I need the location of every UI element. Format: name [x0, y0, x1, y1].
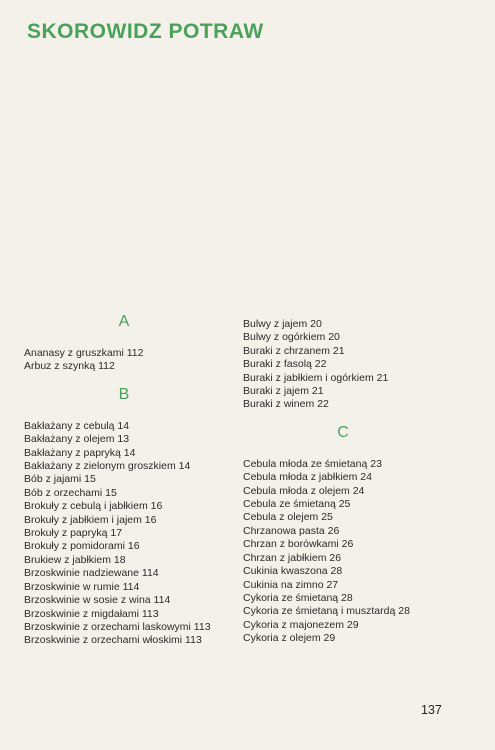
index-entry: Brzoskwinie z migdałami 113: [24, 607, 159, 620]
index-entry: Brzoskwinie nadziewane 114: [24, 567, 159, 580]
index-entry: Buraki z chrzanem 21: [243, 344, 345, 357]
section-b-list: [24, 420, 239, 648]
index-entry: Brzoskwinie z orzechami laskowymi 113: [24, 620, 211, 633]
index-entry: Bób z orzechami 15: [24, 486, 117, 499]
index-entry: Brokuły z cebulą i jabłkiem 16: [24, 500, 163, 513]
index-entry: Buraki z jajem 21: [243, 385, 324, 398]
index-entry: Cebula młoda z jabłkiem 24: [243, 471, 372, 484]
index-entry: Cykoria ze śmietaną i musztardą 28: [243, 605, 410, 618]
index-entry: Cukinia na zimno 27: [243, 578, 339, 591]
index-column-right: [243, 318, 458, 646]
index-column-left: [24, 313, 239, 648]
index-entry: Cebula z olejem 25: [243, 511, 333, 524]
index-entry: Buraki z jabłkiem i ogórkiem 21: [243, 371, 389, 384]
index-entry: Brzoskwinie z orzechami włoskimi 113: [24, 634, 202, 647]
index-entry: Bób z jajami 15: [24, 473, 96, 486]
index-entry: Chrzan z borówkami 26: [243, 538, 354, 551]
index-entry: Cukinia kwaszona 28: [243, 565, 343, 578]
index-entry: Brokuły z pomidorami 16: [24, 540, 140, 553]
index-entry: Cykoria ze śmietaną 28: [243, 591, 353, 604]
index-entry: Bakłażany z cebulą 14: [24, 419, 130, 432]
page-title: SKOROWIDZ POTRAW: [27, 20, 264, 43]
section-c-list: [243, 458, 458, 646]
index-entry: Buraki z winem 22: [243, 398, 329, 411]
index-entry: Cykoria z majonezem 29: [243, 618, 359, 631]
index-entry: Cebula młoda z olejem 24: [243, 484, 365, 497]
index-entry: Cebula ze śmietaną 25: [243, 498, 351, 511]
index-entry: Ananasy z gruszkami 112: [24, 347, 144, 359]
index-entry: Brokuły z jabłkiem i jajem 16: [24, 513, 157, 526]
section-b-continued-list: [243, 318, 458, 412]
index-entry: Bakłażany z zielonym groszkiem 14: [24, 460, 191, 473]
index-entry: Brukiew z jabłkiem 18: [24, 553, 126, 566]
index-entry: Cykoria z olejem 29: [243, 632, 336, 645]
index-entry: Bakłażany z olejem 13: [24, 433, 130, 446]
index-entry: Brokuły z papryką 17: [24, 527, 123, 540]
index-entry: Bulwy z ogórkiem 20: [243, 331, 340, 344]
index-entry: Bakłażany z papryką 14: [24, 446, 136, 459]
index-entry: Chrzan z jabłkiem 26: [243, 551, 342, 564]
index-entry: Arbuz z szynką 112: [24, 360, 115, 373]
index-entry: Bulwy z jajem 20: [243, 318, 322, 330]
page-number: 137: [421, 703, 442, 717]
index-entry: Buraki z fasolą 22: [243, 358, 327, 371]
section-a-list: [24, 347, 239, 374]
section-letter-c: C: [337, 423, 349, 441]
index-entry: Brzoskwinie w rumie 114: [24, 580, 140, 593]
section-letter-a: A: [118, 313, 130, 330]
index-entry: Cebula młoda ze śmietaną 23: [243, 457, 382, 470]
index-entry: Brzoskwinie w sosie z wina 114: [24, 594, 171, 607]
section-letter-b: B: [118, 385, 130, 403]
index-entry: Chrzanowa pasta 26: [243, 524, 340, 537]
